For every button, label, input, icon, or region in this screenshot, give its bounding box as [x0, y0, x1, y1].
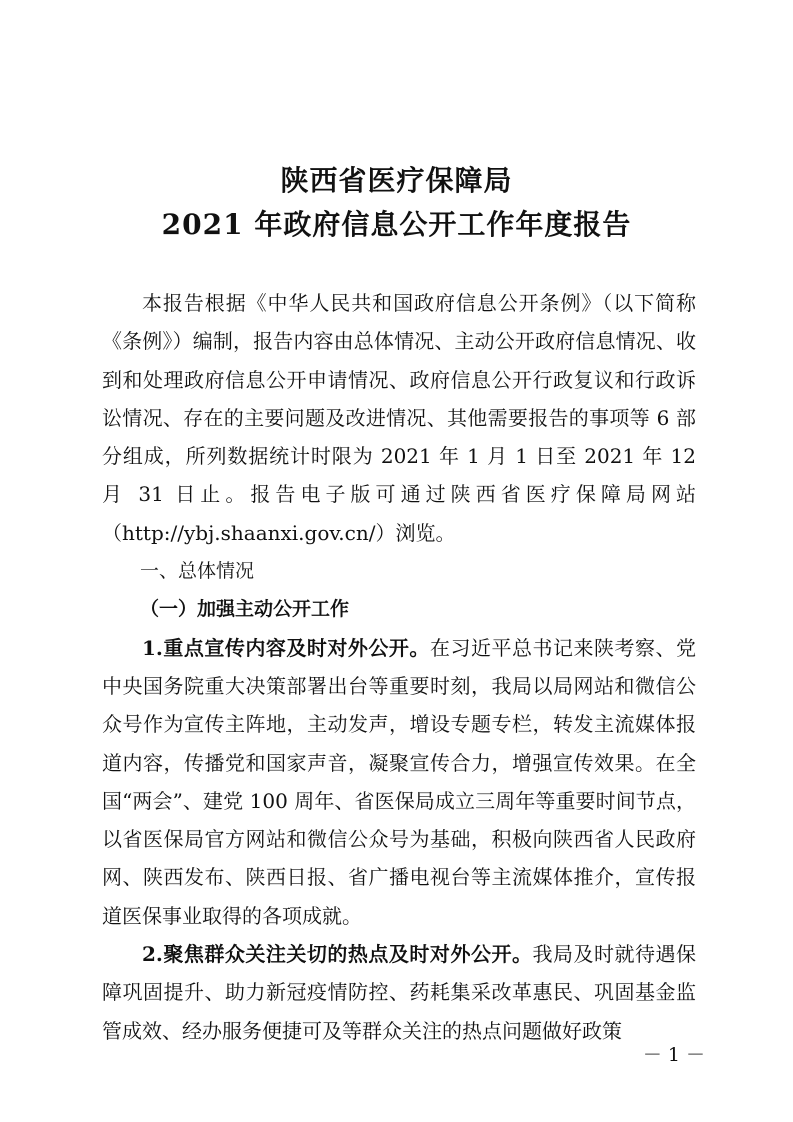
section-heading-overview: 一、总体情况: [140, 560, 255, 583]
item-paragraph-2: [102, 935, 696, 1050]
intro-paragraph: 本报告根据《中华人民共和国政府信息公开条例》（以下简称《条例》）编制，报告内容由总体情况、主动公开政府信息情况、收到和处理政府信息公开申请情况、政府信息公开行政复议和行政诉讼情况、存在的主要问题及改进情况、其他需要报告的事项等 6 部分组成，所列数据统计时限为 2021 年 1 月 1 日至 2021 年 12 月 31 日止。报告电子版可通过陕西省医疗保障局网站（http://ybj.shaanxi.gov.cn/）浏览。: [102, 291, 696, 545]
page-number: － 1 －: [642, 1044, 705, 1066]
item-lead-2: 2.聚焦群众关注关切的热点及时对外公开。: [142, 942, 533, 967]
subsection-heading-active-disclosure: （一）加强主动公开工作: [140, 598, 350, 621]
document-title-line1: 陕西省医疗保障局: [280, 164, 513, 197]
document-body: [102, 284, 696, 1050]
item-text-2: 我局及时就待遇保障巩固提升、助力新冠疫情防控、药耗集采改革惠民、巩固基金监管成效、经办服务便捷可及等群众关注的热点问题做好政策: [102, 942, 696, 1043]
document-title-line2: 2021 年政府信息公开工作年度报告: [161, 208, 632, 241]
item-paragraph-1: [102, 629, 696, 935]
item-lead-1: 1.重点宣传内容及时对外公开。: [142, 635, 430, 660]
item-text-1: 在习近平总书记来陕考察、党中央国务院重大决策部署出台等重要时刻，我局以局网站和微信公众号作为宣传主阵地，主动发声，增设专题专栏，转发主流媒体报道内容，传播党和国家声音，凝聚宣传合力，增强宣传效果。在全国“两会”、建党 100 周年、省医保局成立三周年等重要时间节点，以省医保局官方网站和微信公众号为基础，积极向陕西省人民政府网、陕西发布、陕西日报、省广播电视台等主流媒体推介，宣传报道医保事业取得的各项成就。: [102, 635, 696, 928]
